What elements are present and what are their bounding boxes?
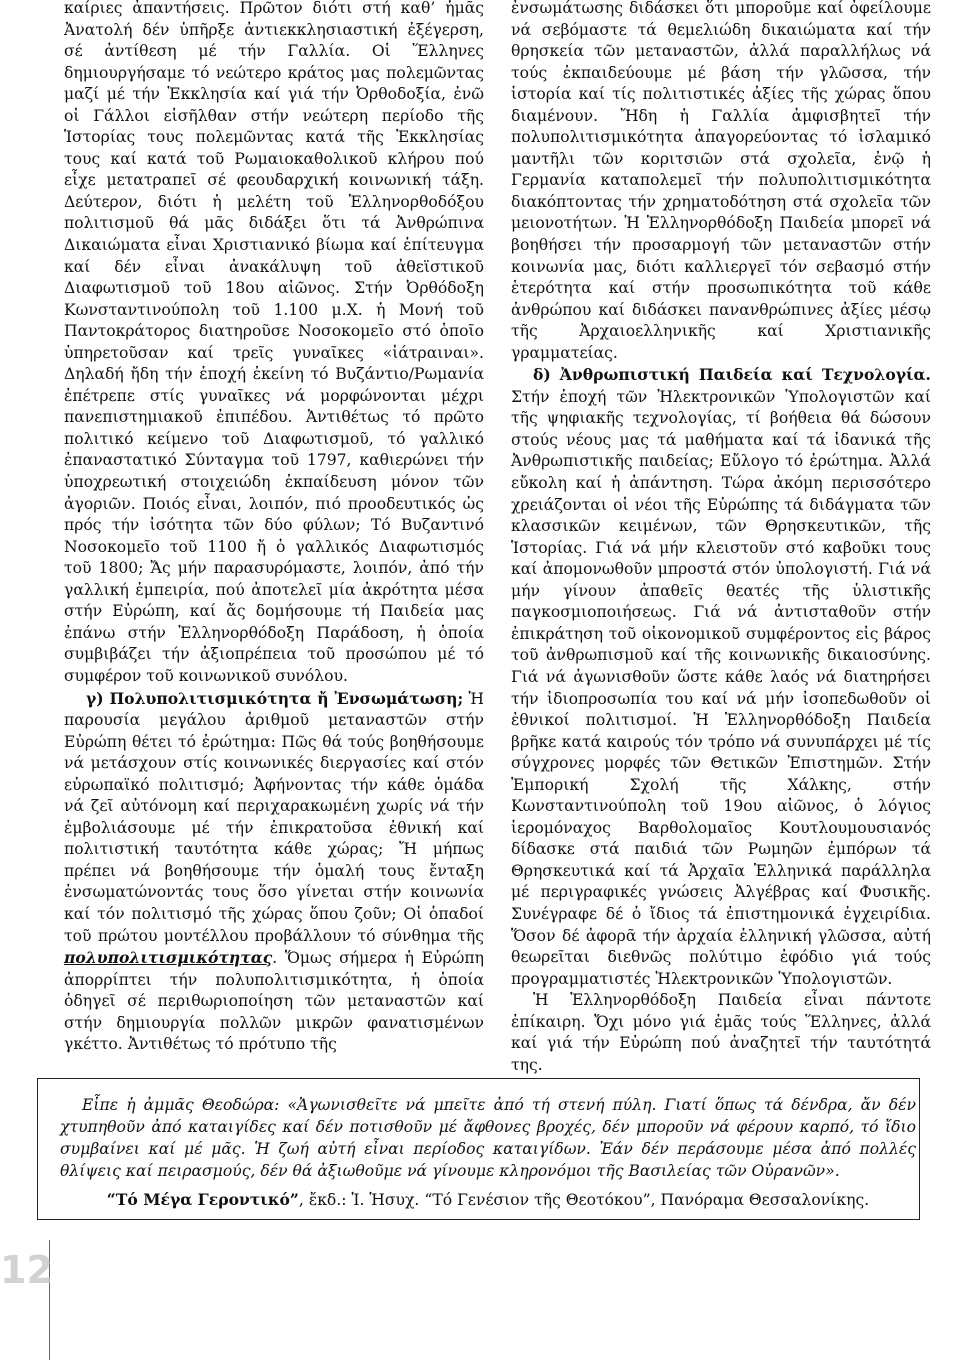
paragraph: ἐνσωμάτωσης διδάσκει ὅτι μποροῦμε καί ὀφείλουμε νά σεβόμαστε τά θεμελιώδη δικαιώματα καί τήν θρησκεία τῶν μεταναστῶν, ἀλλά παραλλήλως νά τούς ἐκπαιδεύουμε μέ βάση τήν γλῶσσα, τήν ἱστορία καί τίς πολιτιστικές ἀξίες τῆς χώρας ὅπου διαμένουν. Ἤδη ἡ Γαλλία ἀμφισβητεῖ τήν πολυπολιτισμικότητα ἀπαγορεύοντας τό ἰσλαμικό μαντῆλι τῶν κοριτσιῶν στά σχολεῖα, ἐνῷ ἡ Γερμανία καταπολεμεῖ τήν πολυπολιτισμικότητα διακόπτοντας τήν χρηματοδότηση στά σχολεῖα τῶν μειονοτήτων. Ἡ Ἑλληνορθόδοξη Παιδεία μπορεῖ νά βοηθήσει τήν προσαρμογή τῶν μεταναστῶν στήν κοινωνία μας, διότι καλλιεργεῖ τόν σεβασμό στήν ἑτερότητα καί στήν προσωπικότητα τοῦ κάθε ἀνθρώπου καί διδάσκει πανανθρώπινες ἀξίες μέσῳ τῆς Ἀρχαιοελληνικῆς καί Χριστιανικῆς γραμματείας.	[511, 0, 931, 362]
paragraph: Ἡ Ἑλληνορθόδοξη Παιδεία εἶναι πάντοτε ἐπίκαιρη. Ὄχι μόνο γιά ἐμᾶς τούς Ἕλληνες, ἀλλά καί γιά τήν Εὐρώπη πού ἀναζητεῖ τήν ταυτότητά της.	[511, 991, 931, 1074]
source-title: “Τό Μέγα Γεροντικό”	[106, 1190, 299, 1209]
paragraph-text: Ἡ παρουσία μεγάλου ἀριθμοῦ μεταναστῶν στήν Εὐρώπη θέτει τό ἐρώτημα: Πῶς θά τούς βοηθήσουμε νά μετάσχουν στίς κοινωνικές διεργασίες καί στόν εὐρωπαϊκό πολιτισμό; Ἀφήνοντας τήν κάθε ὁμάδα νά ζεῖ αὐτόνομη καί περιχαρακωμένη χωρίς νά τήν ἐμβολιάσουμε μέ τήν ἐπικρατοῦσα ἐθνική καί πολιτιστική ταυτότητα κάθε χώρας; Ἤ μήπως πρέπει νά βοηθήσουμε τήν ὁμαλή τους ἔνταξη ἐνσωματώνοντάς τους ὅσο γίνεται στήν κοινωνία καί τόν πολιτισμό τῆς χώρας ὅπου ζοῦν; Οἱ ὁπαδοί τοῦ πρώτου μοντέλλου προβάλλουν τό σύνθημα τῆς	[64, 689, 484, 945]
quote-text	[60, 1094, 916, 1182]
section-heading: δ) Ἀνθρωπιστική Παιδεία καί Τεχνολογία.	[533, 365, 931, 385]
quote-source	[60, 1189, 916, 1211]
section-heading: γ) Πολυπολιτισμικότητα ἤ Ἐνσωμάτωση;	[86, 688, 464, 708]
quote-paragraph: Εἶπε ἡ ἀμμᾶς Θεοδώρα: «Ἀγωνισθεῖτε νά μπεῖτε ἀπό τή στενή πύλη. Γιατί ὅπως τά δένδρα, ἄν δέν χτυπηθοῦν ἀπό καταιγίδες καί δέν ποτισθοῦν μέ ἄφθονες βροχές, δέν μποροῦν νά φέρουν καρπό, τό ἴδιο συμβαίνει καί μέ μᾶς. Ἡ ζωή αὐτή εἶναι περίοδος καταιγίδων. Ἐάν δέν περάσουμε μέσα ἀπό πολλές θλίψεις καί πειρασμούς, δέν θά ἀξιωθοῦμε νά γίνουμε κληρονόμοι τῆς Βασιλείας τῶν Οὐρανῶν».	[60, 1096, 916, 1180]
paragraph-text: Στήν ἐποχή τῶν Ἠλεκτρονικῶν Ὑπολογιστῶν καί τῆς ψηφιακῆς τεχνολογίας, τί βοήθεια θά δώσουν στούς νέους μας τά μαθήματα καί τά ἰδανικά τῆς Ἀνθρωπιστικῆς παιδείας; Εὔλογο τό ἐρώτημα. Ἀλλά εὔκολη καί ἡ ἀπάντηση. Τώρα ἀκόμη περισσότερο χρειάζονται οἱ νέοι τῆς Εὐρώπης τά διδάγματα τῶν κλασσικῶν κειμένων, τῶν Θρησκευτικῶν, τῆς Ἱστορίας. Γιά νά μήν κλειστοῦν στό καβοῦκι τους καί ἀπομονωθοῦν μπροστά στόν ὑπολογιστή. Γιά νά μήν γίνουν ἀπαθεῖς θεατές τῆς ὑλιστικῆς παγκοσμιοποιήσεως. Γιά νά ἀντισταθοῦν στήν ἐπικράτηση τοῦ οἰκονομικοῦ συμφέροντος εἰς βάρος τοῦ ἀνθρωπισμοῦ καί τῆς κοινωνικῆς δικαιοσύνης. Γιά νά ἀγωνισθοῦν ὥστε κάθε λαός νά διατηρήσει τήν ἰδιοπροσωπία του καί νά μήν ἰσοπεδωθοῦν οἱ ἐθνικοί πολιτισμοί. Ἡ Ἑλληνορθόδοξη Παιδεία βρῆκε κατά καιρούς τόν τρόπο νά συνυπάρχει μέ τίς σύγχρονες μορφές τῶν Θετικῶν Ἐπιστημῶν. Στήν Ἐμπορική Σχολή τῆς Χάλκης, στήν Κωνσταντινούπολη τοῦ 19ου αἰῶνος, ὁ λόγιος ἱερομόναχος Βαρθολομαῖος Κουτλουμουσιανός δίδασκε στά παιδιά τῶν Ρωμηῶν ἐμπόρων τά Θρησκευτικά καί τά Ἀρχαῖα Ἑλληνικά παράλληλα μέ περιγραφικές γνώσεις Ἀλγέβρας καί Φυσικῆς. Συνέγραφε δέ ὁ ἴδιος τά ἐπιστημονικά ἐγχειρίδια. Ὅσον δέ ἀφορᾶ τήν ἀρχαία ἑλληνική γλῶσσα, αὐτή θεωρεῖται διεθνῶς πολύτιμο ἐφόδιο γιά τούς προγραμματιστές Ἠλεκτρονικῶν Ὑπολογιστῶν.	[511, 387, 931, 988]
emphasized-term: πολυπολιτισμικότητας	[64, 948, 273, 968]
left-text-column	[64, 0, 484, 1056]
paragraph-section-c	[64, 688, 484, 1056]
paragraph-section-d	[511, 364, 931, 990]
paragraph-text: . Ὅμως σήμερα ἡ Εὐρώπη ἀπορρίπτει τήν πολυπολιτισμικότητα, ἡ ὁποία ὁδηγεῖ σέ περιθωριοποίηση τῶν μεταναστῶν καί στήν δημιουργία πολλῶν μικρῶν φανατισμένων γκέττο. Ἀντιθέτως τό πρότυπο τῆς	[64, 949, 484, 1054]
paragraph: καίριες ἀπαντήσεις. Πρῶτον διότι στή καθ’ ἡμᾶς Ἀνατολή δέν ὑπῆρξε ἀντιεκκλησιαστική ἐξέγερση, σέ ἀντίθεση μέ τήν Γαλλία. Οἱ Ἕλληνες δημιουργήσαμε τό νεώτερο κράτος μας πολεμῶντας μαζί μέ τήν Ἐκκλησία καί γιά τήν Ὀρθοδοξία, ἐνῶ οἱ Γάλλοι εἰσῆλθαν στήν νεώτερη περίοδο τῆς Ἱστορίας τους πολεμῶντας κατά τῆς Ἐκκλησίας τους καί κατά τοῦ Ρωμαιοκαθολικοῦ κλήρου πού εἶχε μετατραπεῖ σέ φεουδαρχική κοινωνική τάξη. Δεύτερον, διότι ἡ μελέτη τοῦ Ἑλληνορθοδόξου πολιτισμοῦ θά μᾶς διδάξει ὅτι τά Ἀνθρώπινα Δικαιώματα εἶναι Χριστιανικό βίωμα καί ἐπίτευγμα καί δέν εἶναι ἀνακάλυψη τοῦ ἀθεϊστικοῦ Διαφωτισμοῦ τοῦ 18ου αἰῶνος. Στήν Ὀρθόδοξη Κωνσταντινούπολη τοῦ 1.100 μ.Χ. ἡ Μονή τοῦ Παντοκράτορος διατηροῦσε Νοσοκομεῖο στό ὁποῖο ὑπηρετοῦσαν καί τρεῖς γυναῖκες «ἰάτραιναι». Δηλαδή ἤδη τήν ἐποχή ἐκείνη τό Βυζάντιο/Ρωμανία ἐπέτρεπε στίς γυναῖκες νά μορφώνονται μέχρι πανεπιστημιακοῦ ἐπιπέδου. Ἀντιθέτως τό πρῶτο πολιτικό κείμενο τοῦ Διαφωτισμοῦ, τό γαλλικό ἐπαναστατικό Σύνταγμα τοῦ 1797, καθιερώνει τήν ὑποχρεωτική στοιχειώδη ἐκπαίδευση μόνον τῶν ἀγοριῶν. Ποιός εἶναι, λοιπόν, πιό προοδευτικός ὡς πρός τήν ἰσότητα τῶν δύο φύλων; Τό Βυζαντινό Νοσοκομεῖο τοῦ 1100 ἤ ὁ γαλλικός Διαφωτισμός τοῦ 1800; Ἄς μήν παρασυρόμαστε, λοιπόν, ἀπό τήν γαλλική ἐμπειρία, πού ἀποτελεῖ μία ἀκρότητα μέσα στήν Εὐρώπη, καί ἄς δομήσουμε τή Παιδεία μας ἐπάνω στήν Ἑλληνορθόδοξη Παράδοση, ἡ ὁποία συμβιβάζει τήν ἀξιοπρέπεια τοῦ προσώπου μέ τό συμφέρον τοῦ κοινωνικοῦ συνόλου.	[64, 0, 484, 685]
source-details: , ἔκδ.: Ἱ. Ἡσυχ. “Τό Γενέσιον τῆς Θεοτόκου”, Πανόραμα Θεσσαλονίκης.	[298, 1191, 870, 1209]
page-number: 12	[0, 1248, 53, 1292]
right-text-column	[511, 0, 931, 1076]
